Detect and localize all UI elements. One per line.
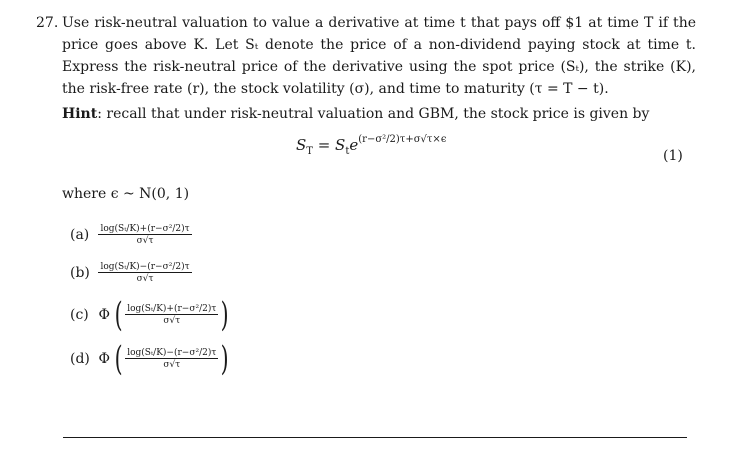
eq-equals: = S xyxy=(312,136,346,154)
eq-lhs: S xyxy=(296,136,307,154)
option-b-fraction xyxy=(98,262,191,284)
option-c-fraction xyxy=(125,304,218,326)
option-d-label: (d) xyxy=(70,351,90,367)
hint xyxy=(62,106,649,122)
eq-e: e xyxy=(349,136,359,154)
option-a-label: (a) xyxy=(70,227,90,243)
option-c-numerator: log(Sₜ/K)+(r−σ²/2)τ xyxy=(127,304,217,314)
problem-number: 27. xyxy=(36,15,59,31)
option-c-left-paren: ( xyxy=(114,295,123,335)
equation-number: (1) xyxy=(663,148,683,164)
eq-rhs-sub: t xyxy=(345,146,350,157)
option-c-phi: Φ xyxy=(98,307,110,323)
option-c-label: (c) xyxy=(70,307,89,323)
option-a-fraction xyxy=(98,224,191,246)
option-b-numerator: log(Sₜ/K)−(r−σ²/2)τ xyxy=(100,262,190,272)
option-a-numerator: log(Sₜ/K)+(r−σ²/2)τ xyxy=(100,224,190,234)
option-a[interactable] xyxy=(70,224,192,246)
eq-lhs-sub: T xyxy=(306,146,313,157)
gbm-equation xyxy=(296,136,476,166)
hint-label: Hint xyxy=(62,106,98,122)
option-d-right-paren: ) xyxy=(220,339,229,379)
option-d-phi: Φ xyxy=(98,351,110,367)
option-b-label: (b) xyxy=(70,265,90,281)
problem-text: Use risk-neutral valuation to value a derivative at time t that pays off $1 at time T if the price goes above K. Let Sₜ denote the price of a non-dividend paying stock at time t. Express the risk-neutral price of the derivative using the spot price (Sₜ), the strike (K), the risk-free rate (r), the stock volatility (σ), and time to maturity (τ = T − t). xyxy=(62,15,696,97)
option-d-fraction xyxy=(125,348,218,370)
option-c-denominator: σ√τ xyxy=(163,316,181,326)
option-d-left-paren: ( xyxy=(114,339,123,379)
hint-text: : recall that under risk-neutral valuation and GBM, the stock price is given by xyxy=(97,106,650,122)
problem-statement xyxy=(36,12,696,100)
option-a-denominator: σ√τ xyxy=(136,236,154,246)
option-d-denominator: σ√τ xyxy=(163,360,181,370)
option-d-numerator: log(Sₜ/K)−(r−σ²/2)τ xyxy=(127,348,217,358)
where-clause: where ϵ ~ N(0, 1) xyxy=(62,186,190,202)
option-b[interactable] xyxy=(70,262,192,284)
bottom-rule xyxy=(63,437,687,438)
option-b-denominator: σ√τ xyxy=(136,274,154,284)
option-d[interactable] xyxy=(70,339,232,379)
eq-exponent: (r−σ²/2)τ+σ√τ×ϵ xyxy=(358,134,447,145)
option-c-right-paren: ) xyxy=(220,295,229,335)
option-c[interactable] xyxy=(70,295,232,335)
